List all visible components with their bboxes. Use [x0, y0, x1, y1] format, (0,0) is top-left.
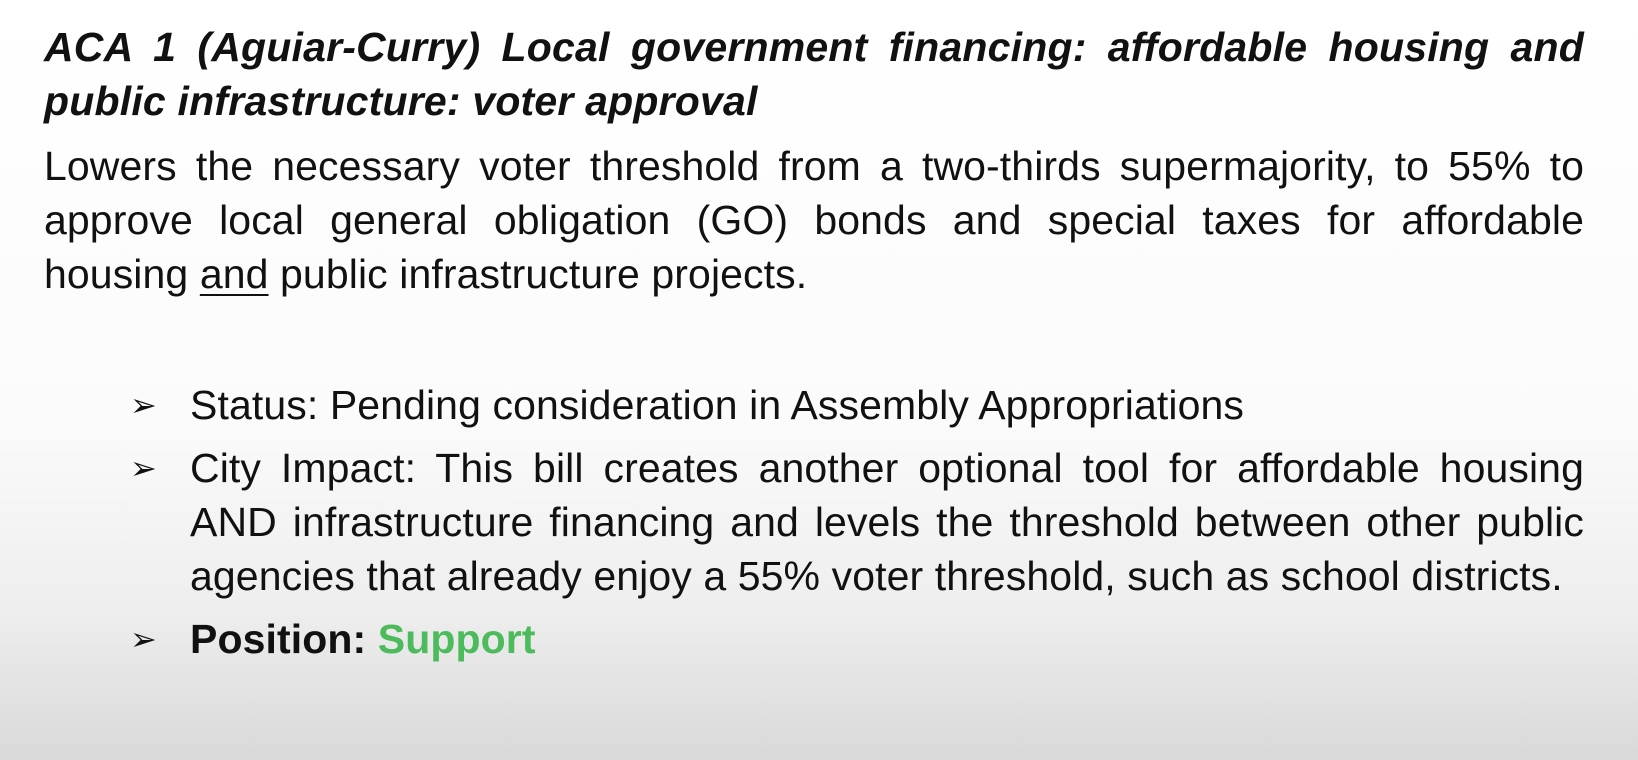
summary-text-part1: Lowers the necessary voter threshold from a two-thirds supermajority, to 55% to approve local general obligation (GO) bonds and special taxes for affordable housing [44, 143, 1584, 297]
city-impact-text: City Impact: This bill creates another optional tool for affordable housing AND infrastructure financing and levels the threshold between other public agencies that already enjoy a 55% voter threshold, such as school districts. [190, 445, 1584, 599]
city-impact-bullet [130, 441, 1584, 603]
arrow-bullet-icon: ➢ [130, 450, 157, 486]
summary-underlined-word: and [199, 251, 269, 297]
status-text: Status: Pending consideration in Assembly Appropriations [190, 382, 1245, 428]
position-bullet [130, 612, 1584, 666]
bill-title: ACA 1 (Aguiar-Curry) Local government financing: affordable housing and public infrastructure: voter approval [44, 24, 1584, 124]
position-label: Position: [190, 616, 378, 662]
bullet-list [130, 378, 1584, 675]
bill-summary [44, 139, 1584, 301]
position-line [190, 612, 1584, 666]
position-value: Support [377, 616, 536, 662]
arrow-bullet-icon: ➢ [130, 621, 157, 657]
summary-text-part2: public infrastructure projects. [268, 251, 808, 297]
status-bullet [130, 378, 1584, 432]
arrow-bullet-icon: ➢ [130, 387, 157, 423]
